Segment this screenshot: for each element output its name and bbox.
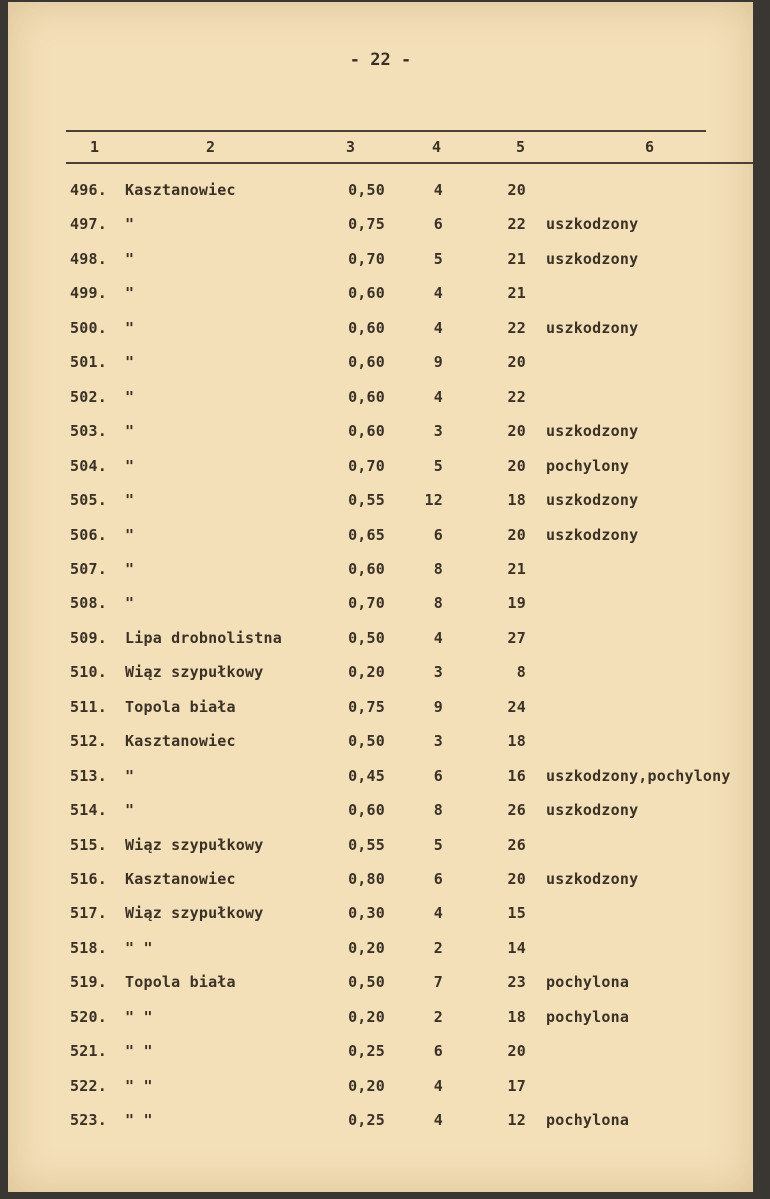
row-number: 520. [70, 1007, 107, 1026]
value-col-4: 6 [433, 870, 443, 888]
table-top-rule [66, 130, 706, 132]
tree-height: 27 [507, 628, 526, 647]
trunk-diameter: 0,60 [348, 801, 385, 820]
table-row [8, 181, 753, 216]
tree-height: 20 [507, 870, 526, 888]
column-header-4: 4 [432, 138, 442, 156]
table-row [8, 594, 753, 629]
tree-height: 26 [507, 835, 526, 854]
tree-species: " [125, 387, 135, 406]
tree-species: " [125, 766, 135, 785]
table-row [8, 388, 753, 423]
tree-height: 26 [507, 801, 526, 820]
row-number: 508. [70, 594, 107, 613]
tree-species: " " [125, 1076, 153, 1095]
tree-height: 21 [507, 249, 526, 268]
tree-species: " [125, 801, 135, 820]
row-number: 500. [70, 318, 107, 337]
value-col-4: 3 [433, 663, 443, 682]
table-row [8, 732, 753, 767]
tree-height: 24 [507, 697, 526, 716]
tree-species: Kasztanowiec [125, 870, 236, 888]
tree-height: 15 [507, 904, 526, 923]
tree-species: " " [125, 1042, 153, 1061]
value-col-4: 6 [433, 215, 443, 234]
tree-species: " [125, 525, 135, 544]
value-col-4: 9 [433, 697, 443, 716]
table-row [8, 319, 753, 354]
tree-species: Wiąz szypułkowy [125, 835, 264, 854]
row-number: 514. [70, 801, 107, 820]
tree-height: 22 [507, 215, 526, 234]
tree-height: 12 [507, 1111, 526, 1130]
tree-species: " [125, 318, 135, 337]
value-col-4: 3 [433, 732, 443, 751]
value-col-4: 12 [424, 491, 443, 510]
condition-note: uszkodzony [546, 491, 639, 510]
table-row [8, 698, 753, 733]
row-number: 516. [70, 870, 107, 888]
trunk-diameter: 0,55 [348, 835, 385, 854]
trunk-diameter: 0,30 [348, 904, 385, 923]
value-col-4: 4 [433, 1111, 443, 1130]
value-col-4: 6 [433, 766, 443, 785]
tree-height: 20 [507, 1042, 526, 1061]
column-header-2: 2 [206, 138, 216, 156]
trunk-diameter: 0,60 [348, 353, 385, 372]
table-row [8, 1111, 753, 1146]
condition-note: uszkodzony,pochylony [546, 766, 731, 785]
tree-species: " " [125, 1007, 153, 1026]
row-number: 499. [70, 284, 107, 303]
value-col-4: 4 [433, 1076, 443, 1095]
table-row [8, 663, 753, 698]
trunk-diameter: 0,20 [348, 663, 385, 682]
row-number: 523. [70, 1111, 107, 1130]
table-row [8, 422, 753, 457]
table-row [8, 1042, 753, 1077]
condition-note: uszkodzony [546, 422, 639, 441]
trunk-diameter: 0,60 [348, 284, 385, 303]
tree-species: " " [125, 938, 153, 957]
trunk-diameter: 0,70 [348, 594, 385, 613]
row-number: 504. [70, 456, 107, 475]
value-col-4: 6 [433, 525, 443, 544]
row-number: 498. [70, 249, 107, 268]
tree-height: 17 [507, 1076, 526, 1095]
row-number: 497. [70, 215, 107, 234]
trunk-diameter: 0,50 [348, 973, 385, 992]
trunk-diameter: 0,70 [348, 249, 385, 268]
trunk-diameter: 0,75 [348, 215, 385, 234]
tree-species: " [125, 422, 135, 441]
condition-note: pochylona [546, 1111, 630, 1130]
row-number: 517. [70, 904, 107, 923]
trunk-diameter: 0,50 [348, 181, 385, 199]
trunk-diameter: 0,70 [348, 456, 385, 475]
value-col-4: 8 [433, 594, 443, 613]
value-col-4: 5 [433, 456, 443, 475]
tree-species: Wiąz szypułkowy [125, 904, 264, 923]
value-col-4: 3 [433, 422, 443, 441]
table-row [8, 457, 753, 492]
value-col-4: 4 [433, 904, 443, 923]
row-number: 511. [70, 697, 107, 716]
value-col-4: 4 [433, 284, 443, 303]
tree-species: " [125, 559, 135, 578]
trunk-diameter: 0,60 [348, 387, 385, 406]
trunk-diameter: 0,20 [348, 938, 385, 957]
condition-note: pochylony [546, 456, 630, 475]
tree-species: " [125, 491, 135, 510]
table-row [8, 1008, 753, 1043]
tree-species: " [125, 594, 135, 613]
table-row [8, 250, 753, 285]
page-number: - 22 - [349, 50, 412, 70]
table-row [8, 353, 753, 388]
tree-height: 18 [507, 1007, 526, 1026]
row-number: 505. [70, 491, 107, 510]
row-number: 503. [70, 422, 107, 441]
table-row [8, 973, 753, 1008]
tree-species: " [125, 456, 135, 475]
table-row [8, 1077, 753, 1112]
tree-height: 22 [507, 318, 526, 337]
row-number: 513. [70, 766, 107, 785]
trunk-diameter: 0,45 [348, 766, 385, 785]
tree-species: Topola biała [125, 697, 236, 716]
tree-species: " [125, 249, 135, 268]
row-number: 515. [70, 835, 107, 854]
tree-species: " " [125, 1111, 153, 1130]
table-row [8, 491, 753, 526]
tree-species: " [125, 284, 135, 303]
trunk-diameter: 0,65 [348, 525, 385, 544]
value-col-4: 4 [433, 318, 443, 337]
table-row [8, 801, 753, 836]
tree-species: " [125, 215, 135, 234]
column-header-3: 3 [346, 138, 356, 156]
value-col-4: 9 [433, 353, 443, 372]
tree-height: 20 [507, 181, 526, 199]
condition-note: uszkodzony [546, 318, 639, 337]
value-col-4: 2 [433, 938, 443, 957]
value-col-4: 8 [433, 801, 443, 820]
tree-height: 8 [516, 663, 526, 682]
tree-species: Lipa drobnolistna [125, 628, 282, 647]
tree-height: 20 [507, 422, 526, 441]
trunk-diameter: 0,60 [348, 422, 385, 441]
value-col-4: 6 [433, 1042, 443, 1061]
document-page [8, 2, 753, 1192]
row-number: 521. [70, 1042, 107, 1061]
trunk-diameter: 0,50 [348, 732, 385, 751]
tree-height: 18 [507, 732, 526, 751]
tree-height: 23 [507, 973, 526, 992]
table-row [8, 284, 753, 319]
tree-species: Kasztanowiec [125, 732, 236, 751]
tree-height: 21 [507, 559, 526, 578]
table-row [8, 215, 753, 250]
tree-species: Kasztanowiec [125, 181, 236, 199]
condition-note: uszkodzony [546, 870, 639, 888]
row-number: 519. [70, 973, 107, 992]
trunk-diameter: 0,75 [348, 697, 385, 716]
row-number: 496. [70, 181, 107, 199]
condition-note: uszkodzony [546, 215, 639, 234]
trunk-diameter: 0,25 [348, 1042, 385, 1061]
trunk-diameter: 0,50 [348, 628, 385, 647]
row-number: 512. [70, 732, 107, 751]
tree-height: 14 [507, 938, 526, 957]
trunk-diameter: 0,20 [348, 1076, 385, 1095]
row-number: 510. [70, 663, 107, 682]
table-row [8, 870, 753, 905]
table-row [8, 836, 753, 871]
value-col-4: 4 [433, 387, 443, 406]
table-row [8, 526, 753, 561]
value-col-4: 2 [433, 1007, 443, 1026]
condition-note: pochylona [546, 1007, 630, 1026]
value-col-4: 7 [433, 973, 443, 992]
tree-species: " [125, 353, 135, 372]
value-col-4: 5 [433, 835, 443, 854]
table-row [8, 767, 753, 802]
row-number: 522. [70, 1076, 107, 1095]
table-row [8, 939, 753, 974]
trunk-diameter: 0,60 [348, 559, 385, 578]
trunk-diameter: 0,25 [348, 1111, 385, 1130]
condition-note: uszkodzony [546, 801, 639, 820]
tree-height: 16 [507, 766, 526, 785]
tree-height: 22 [507, 387, 526, 406]
value-col-4: 5 [433, 249, 443, 268]
tree-height: 20 [507, 456, 526, 475]
table-row [8, 629, 753, 664]
row-number: 502. [70, 387, 107, 406]
row-number: 506. [70, 525, 107, 544]
row-number: 507. [70, 559, 107, 578]
tree-height: 21 [507, 284, 526, 303]
tree-height: 20 [507, 353, 526, 372]
tree-species: Wiąz szypułkowy [125, 663, 264, 682]
tree-height: 20 [507, 525, 526, 544]
condition-note: uszkodzony [546, 525, 639, 544]
condition-note: pochylona [546, 973, 630, 992]
trunk-diameter: 0,55 [348, 491, 385, 510]
column-header-6: 6 [645, 138, 655, 156]
trunk-diameter: 0,80 [348, 870, 385, 888]
row-number: 501. [70, 353, 107, 372]
trunk-diameter: 0,60 [348, 318, 385, 337]
tree-height: 19 [507, 594, 526, 613]
row-number: 509. [70, 628, 107, 647]
table-row [8, 904, 753, 939]
table-row [8, 560, 753, 595]
tree-species: Topola biała [125, 973, 236, 992]
column-header-5: 5 [516, 138, 526, 156]
row-number: 518. [70, 938, 107, 957]
value-col-4: 4 [433, 628, 443, 647]
column-header-1: 1 [90, 138, 100, 156]
value-col-4: 8 [433, 559, 443, 578]
trunk-diameter: 0,20 [348, 1007, 385, 1026]
condition-note: uszkodzony [546, 249, 639, 268]
table-header-rule [66, 162, 753, 164]
value-col-4: 4 [433, 181, 443, 199]
tree-height: 18 [507, 491, 526, 510]
